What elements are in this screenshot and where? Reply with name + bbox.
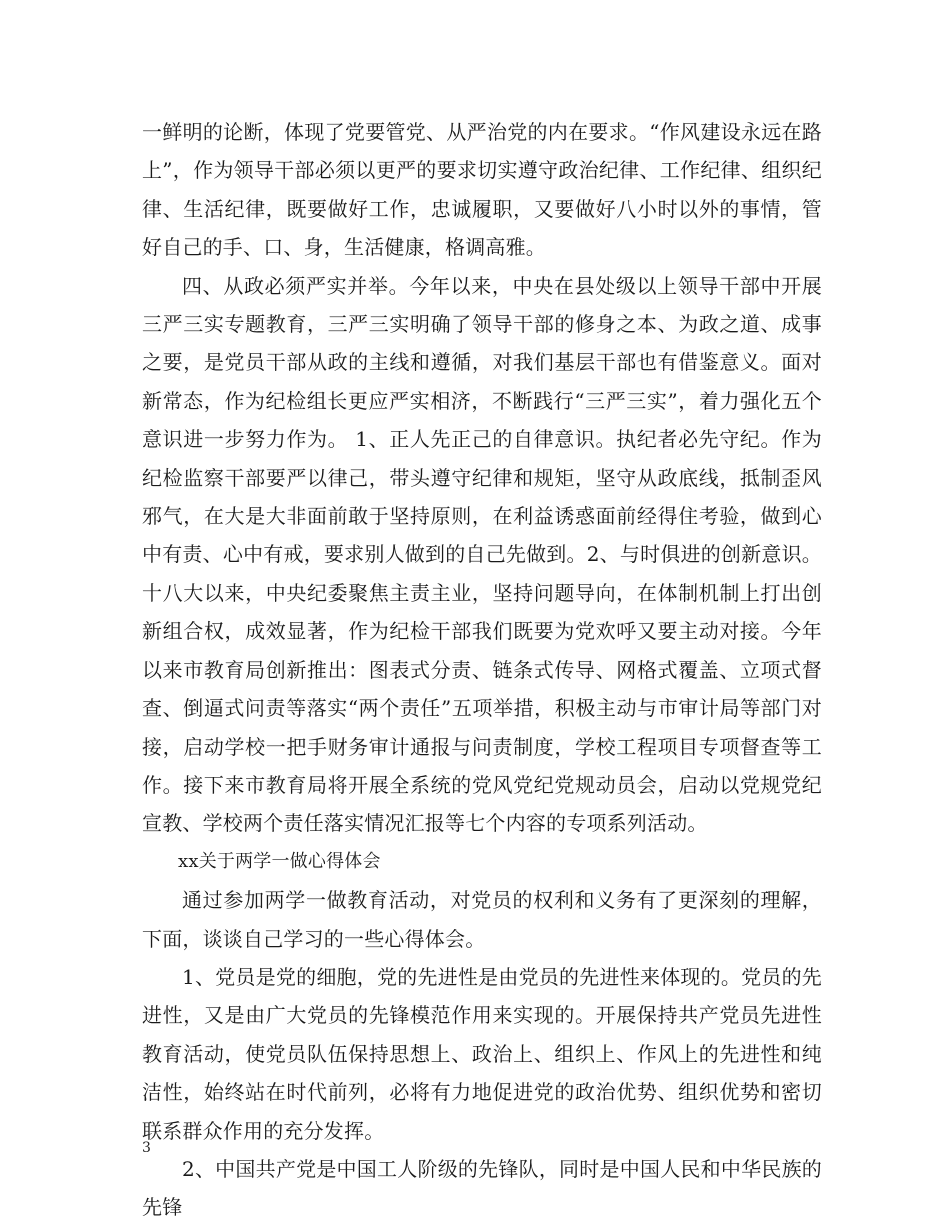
page-number: 3 [142,1140,151,1156]
paragraph-point-two: 2、中国共产党是中国工人阶级的先锋队，同时是中国人民和中华民族的先锋 [142,1156,822,1220]
paragraph-point-one: 1、党员是党的细胞，党的先进性是由党员的先进性来体现的。党员的先进性，又是由广大党员的先锋模范作用来实现的。开展保持共产党员先进性教育活动，使党员队伍保持思想上、政治上、组织上、作风上的先进性和纯洁性，始终站在时代前列，必将有力地促进党的政治优势、组织优势和密切联系群众作用的充分发挥。 [142,964,822,1143]
document-body [142,113,822,1227]
paragraph-intro: 通过参加两学一做教育活动，对党员的权利和义务有了更深刻的理解，下面，谈谈自己学习的一些心得体会。 [142,888,822,951]
paragraph-continuation: 一鲜明的论断，体现了党要管党、从严治党的内在要求。“作风建设永远在路上”，作为领导干部必须以更严的要求切实遵守政治纪律、工作纪律、组织纪律、生活纪律，既要做好工作，忠诚履职，又要做好八小时以外的事情，管好自己的手、口、身，生活健康，格调高雅。 [142,120,822,260]
paragraph-section-four: 四、从政必须严实并举。今年以来，中央在县处级以上领导干部中开展三严三实专题教育，三严三实明确了领导干部的修身之本、为政之道、成事之要，是党员干部从政的主线和遵循，对我们基层干部也有借鉴意义。面对新常态，作为纪检组长更应严实相济，不断践行“三严三实”，着力强化五个意识进一步努力作为。 1、正人先正己的自律意识。执纪者必先守纪。作为纪检监察干部要严以律己，带头遵守纪律和规矩，坚守从政底线，抵制歪风邪气，在大是大非面前敢于坚持原则，在利益诱惑面前经得住考验，做到心中有责、心中有戒，要求别人做到的自己先做到。2、与时俱进的创新意识。十八大以来，中央纪委聚焦主责主业，坚持问题导向，在体制机制上打出创新组合权，成效显著，作为纪检干部我们既要为党欢呼又要主动对接。今年以来市教育局创新推出：图表式分责、链条式传导、网格式覆盖、立项式督查、倒逼式问责等落实“两个责任”五项举措，积极主动与市审计局等部门对接，启动学校一把手财务审计通报与问责制度，学校工程项目专项督查等工作。接下来市教育局将开展全系统的党风党纪党规动员会，启动以党规党纪宣教、学校两个责任落实情况汇报等七个内容的专项系列活动。 [142,273,822,836]
article-heading: xx关于两学一做心得体会 [178,850,381,872]
